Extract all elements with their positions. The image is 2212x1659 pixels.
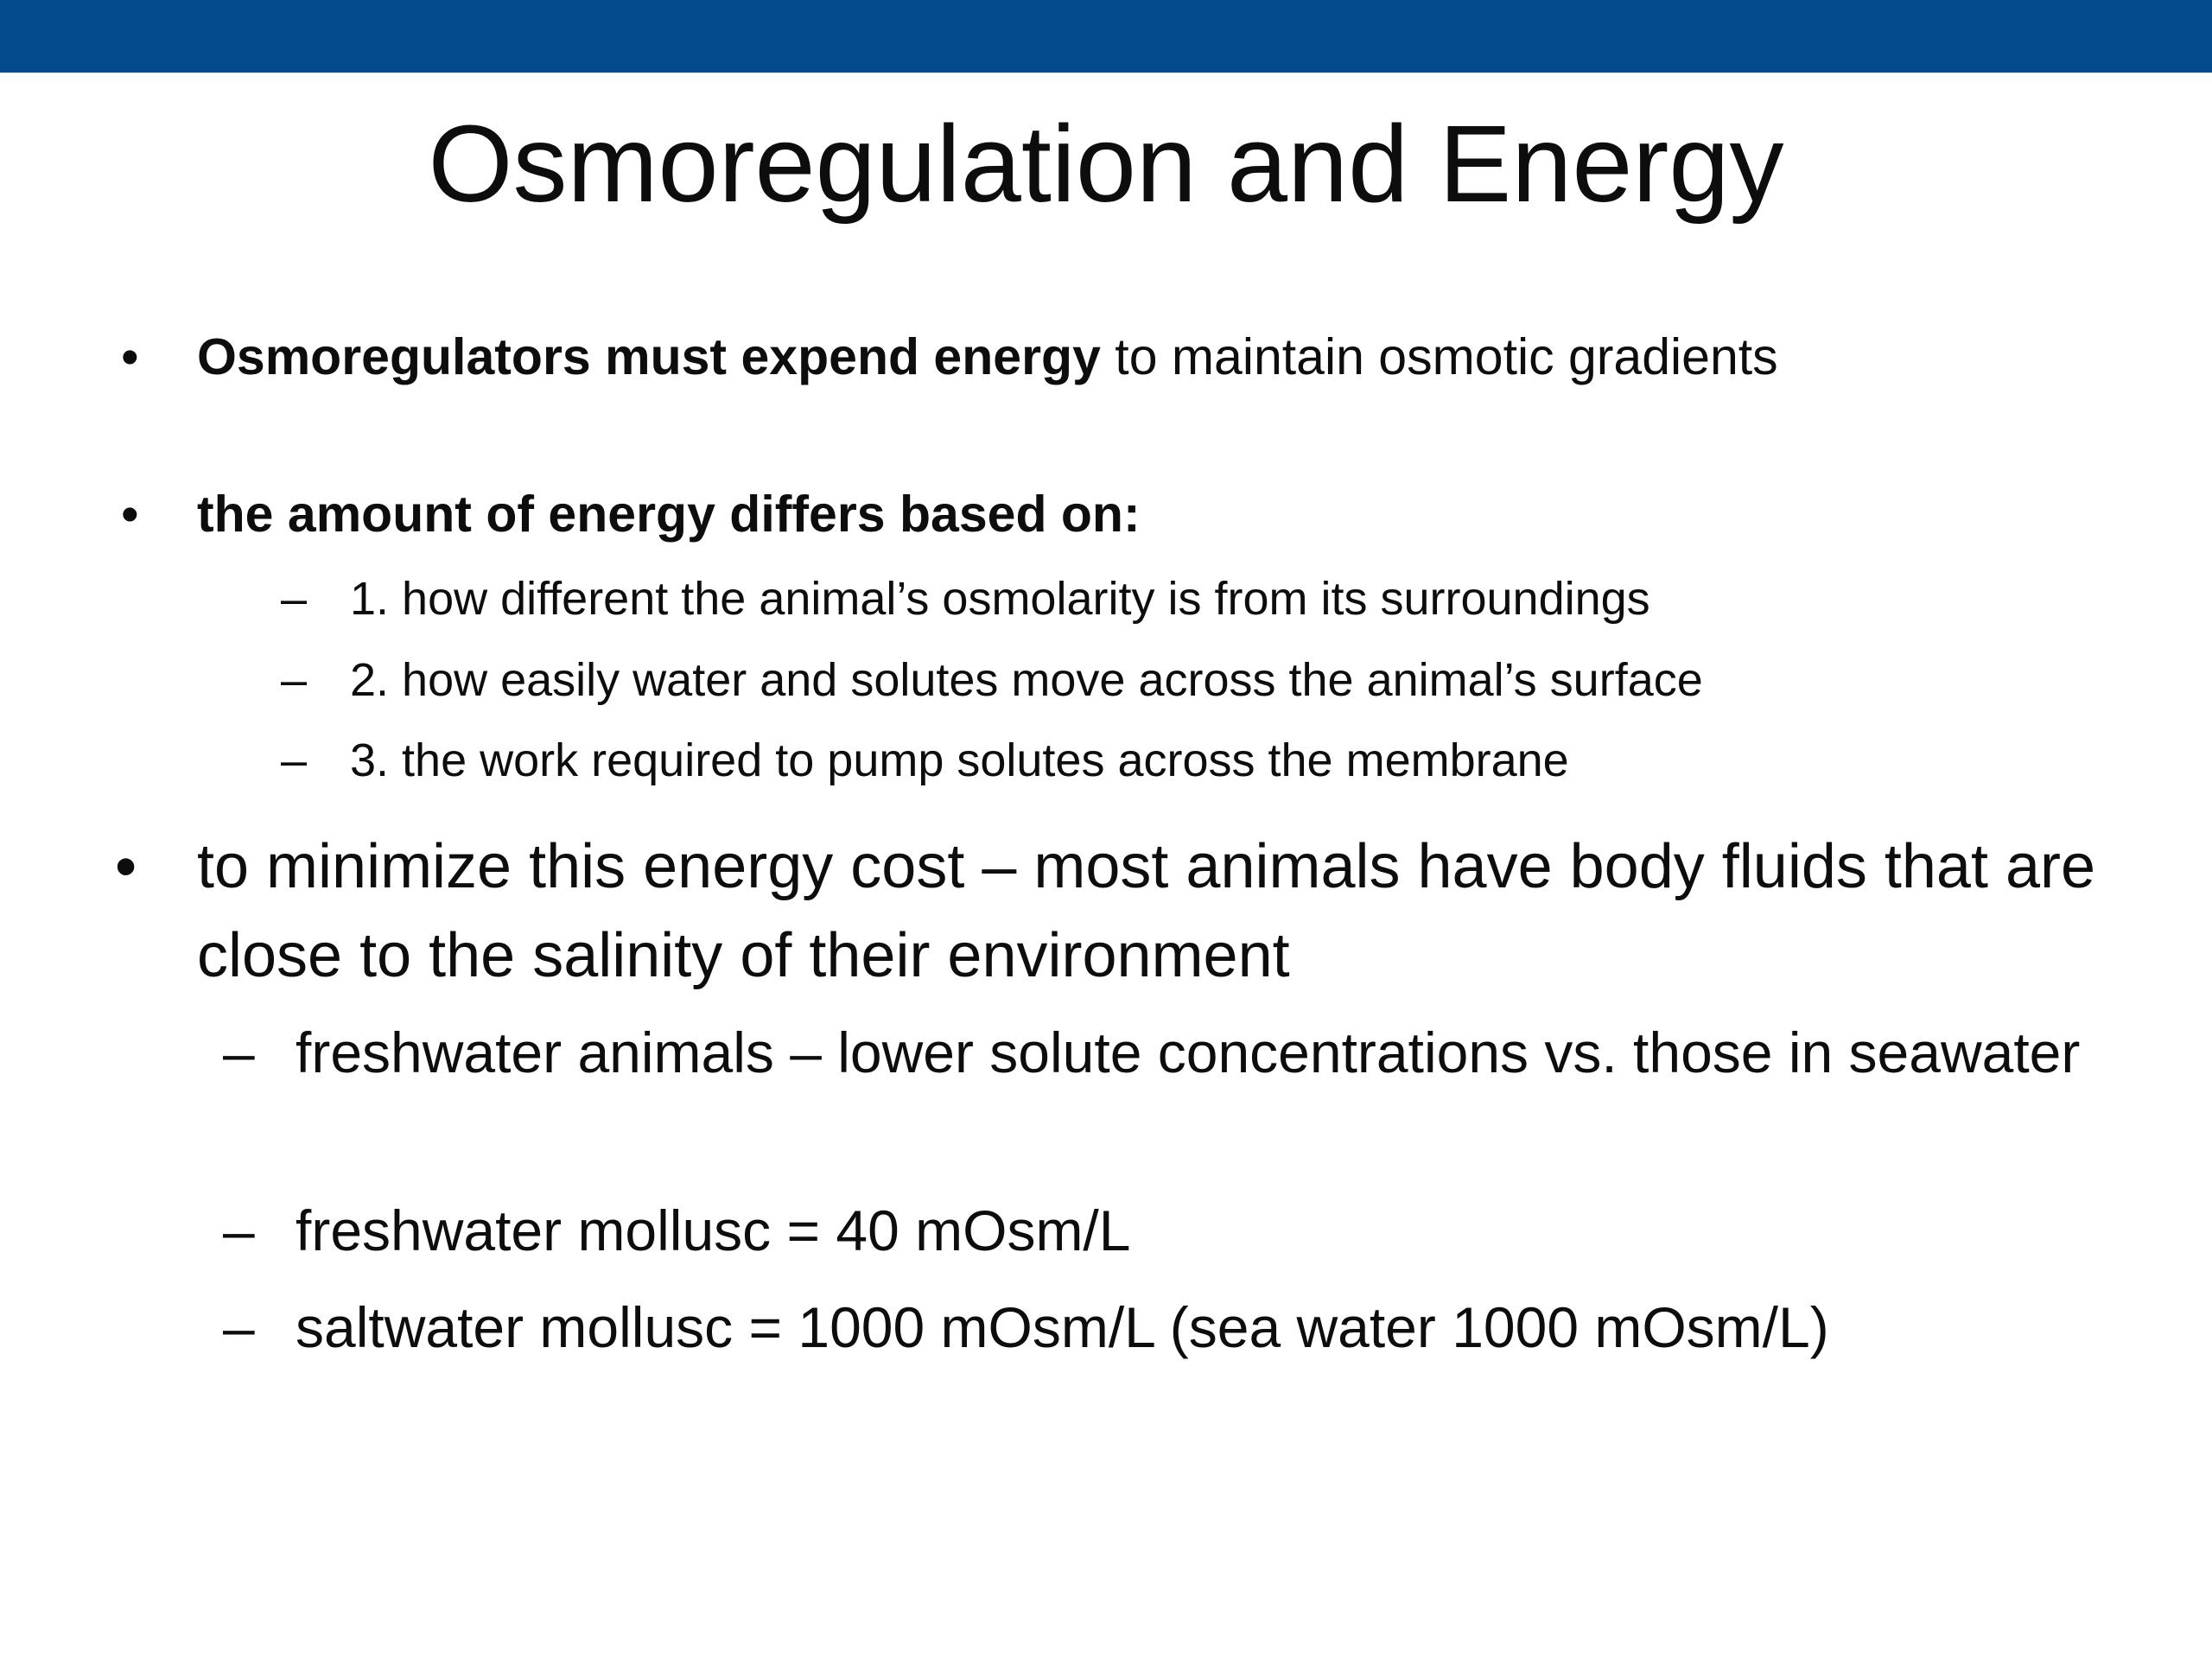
bullet-item [121, 479, 2115, 550]
dash-icon: – [281, 734, 308, 786]
dash-icon: – [223, 1295, 255, 1359]
dash-icon: – [281, 573, 308, 625]
sub-bullet-text: 2. how easily water and solutes move across the animal’s surface [350, 654, 1703, 706]
dash-icon: – [223, 1020, 255, 1084]
sub-bullet-text: saltwater mollusc = 1000 mOsm/L (sea water 1000 mOsm/L) [296, 1295, 1829, 1359]
dash-icon: – [281, 654, 308, 706]
sub-bullet-text: 1. how different the animal’s osmolarity is from its surroundings [350, 573, 1650, 625]
slide-title: Osmoregulation and Energy [428, 103, 1784, 225]
dash-icon: – [223, 1198, 255, 1262]
sub-bullet-item [281, 730, 1569, 791]
sub-bullet-item [223, 1191, 2162, 1270]
sub-bullet-item [281, 569, 1650, 629]
sub-bullet-text: freshwater mollusc = 40 mOsm/L [296, 1198, 1131, 1262]
bullet-item [115, 823, 2141, 1001]
bullet-item [121, 321, 2115, 392]
bullet-icon: • [121, 486, 139, 543]
sub-bullet-item [281, 650, 1703, 710]
bullet-icon: • [121, 328, 139, 385]
sub-bullet-text: freshwater animals – lower solute concentrations vs. those in seawater [296, 1020, 2081, 1084]
bullet-bold-text: Osmoregulators must expend energy [197, 328, 1101, 385]
sub-bullet-text: 3. the work required to pump solutes across the membrane [350, 734, 1569, 786]
bullet-bold-text: the amount of energy differs based on: [197, 486, 1141, 543]
bullet-icon: • [115, 832, 137, 901]
bullet-text: to minimize this energy cost – most animals have body fluids that are close to the salinity of their environment [197, 832, 2096, 990]
header-bar [0, 0, 2212, 73]
sub-bullet-item [223, 1013, 2162, 1092]
sub-bullet-item [223, 1287, 2196, 1367]
bullet-text: to maintain osmotic gradients [1100, 328, 1778, 385]
